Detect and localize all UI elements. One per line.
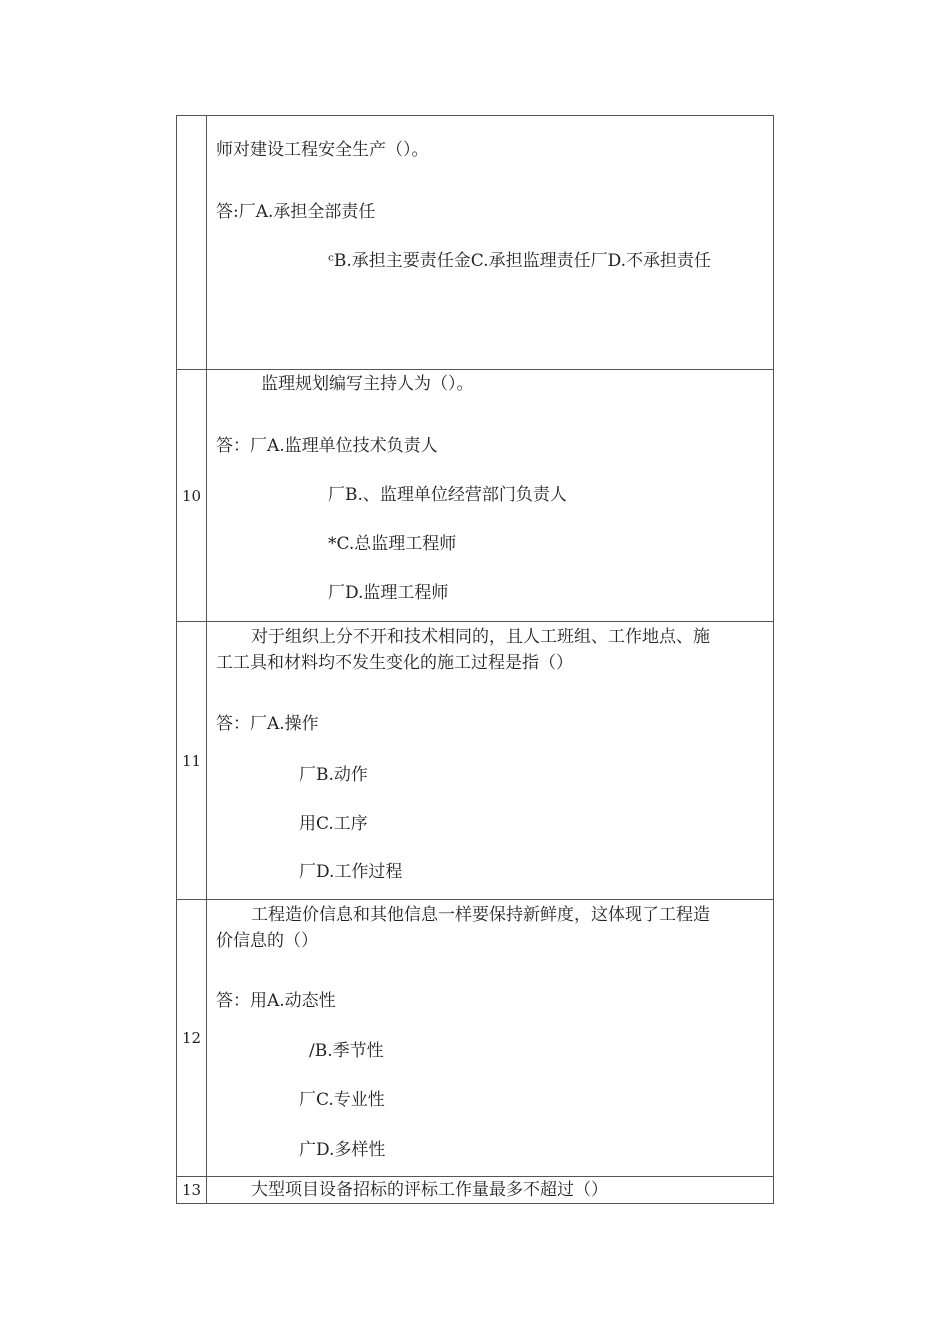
- question-number-cell: 13: [177, 1177, 207, 1203]
- question-number-cell: 11: [177, 622, 207, 899]
- question-stem-line-1: 工程造价信息和其他信息一样要保持新鲜度，这体现了工程造: [251, 905, 710, 925]
- question-number-cell: 12: [177, 900, 207, 1176]
- answer-option-c: 厂C.专业性: [299, 1090, 385, 1110]
- question-table: [176, 115, 774, 1204]
- answer-option-b: /B.季节性: [309, 1041, 384, 1061]
- question-stem: 师对建设工程安全生产（）。: [216, 140, 429, 160]
- question-stem-line-2: 工工具和材料均不发生变化的施工过程是指（）: [216, 653, 573, 673]
- question-stem-line-2: 价信息的（）: [216, 931, 318, 951]
- question-row-12: [176, 899, 774, 1176]
- answer-option-c: *C.总监理工程师: [328, 534, 457, 554]
- answer-option-b: 厂B.、监理单位经营部门负责人: [328, 485, 567, 505]
- answer-lead: 答：用A.动态性: [216, 991, 336, 1011]
- answer-lead: 答:厂A.承担全部责任: [216, 202, 376, 222]
- answer-lead: 答：厂A.操作: [216, 714, 319, 734]
- question-row-11: [176, 621, 774, 899]
- question-row-13: [176, 1176, 774, 1204]
- question-stem-line-1: 对于组织上分不开和技术相同的，且人工班组、工作地点、施: [251, 627, 710, 647]
- answer-option-d: 广D.多样性: [299, 1140, 386, 1160]
- answer-option-c: 用C.工序: [299, 814, 368, 834]
- question-row-9: [176, 115, 774, 369]
- answer-option-d: 厂D.工作过程: [299, 862, 403, 882]
- answer-lead: 答：厂A.监理单位技术负责人: [216, 436, 438, 456]
- question-number-cell: 10: [177, 370, 207, 621]
- question-stem: 大型项目设备招标的评标工作量最多不超过（）: [251, 1180, 608, 1200]
- question-stem: 监理规划编写主持人为（）。: [261, 374, 474, 394]
- question-row-10: [176, 369, 774, 621]
- answer-option-b: 厂B.动作: [299, 765, 368, 785]
- answer-option-d: 厂D.监理工程师: [328, 583, 449, 603]
- question-number-cell: [177, 116, 207, 369]
- answer-options: ᶜB.承担主要责任金C.承担监理责任厂D.不承担责任: [328, 251, 712, 271]
